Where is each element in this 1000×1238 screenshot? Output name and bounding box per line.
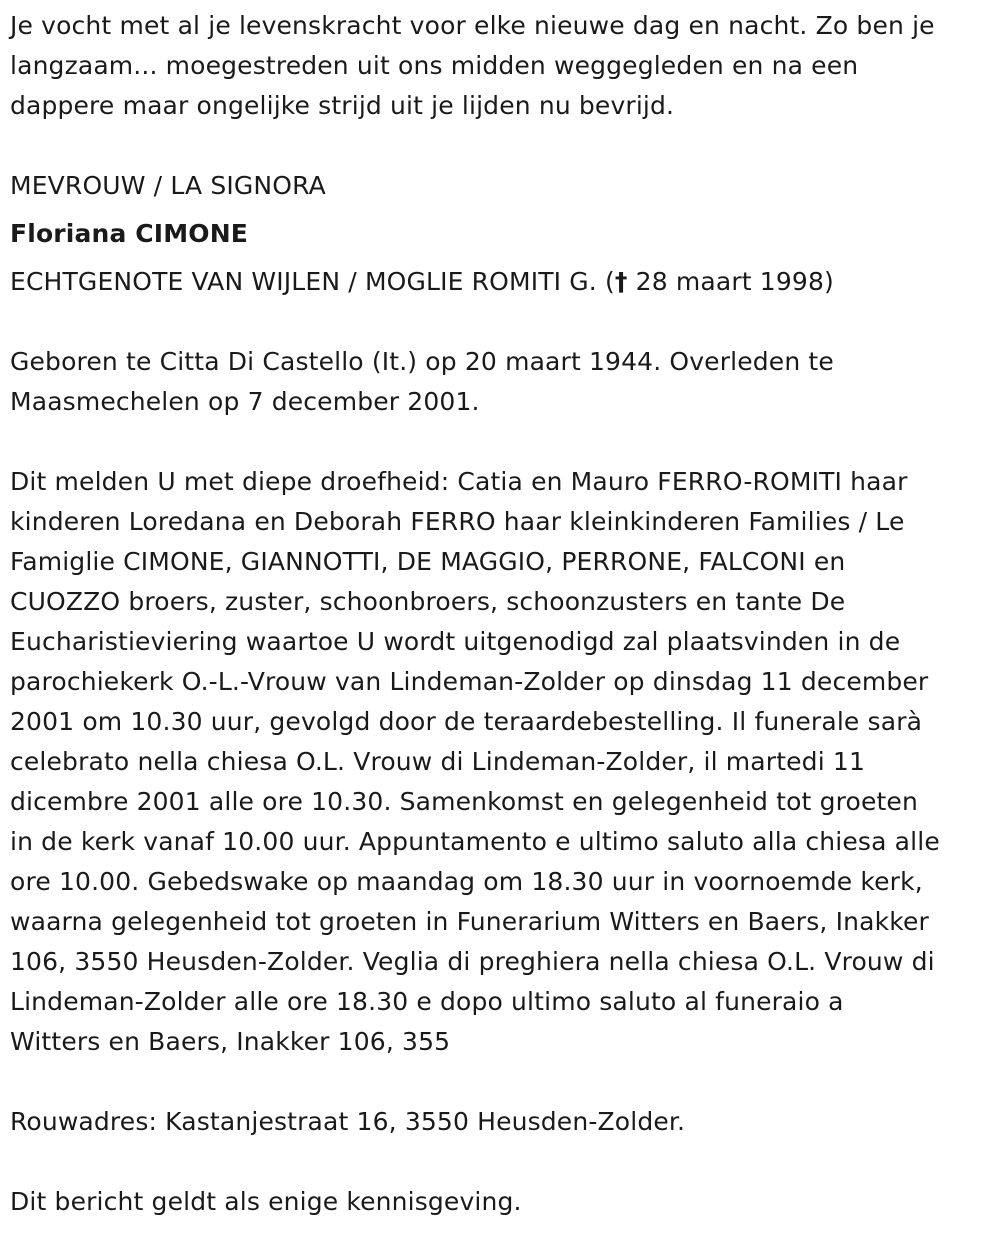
closing-note: Dit bericht geldt als enige kennisgeving.: [10, 1187, 522, 1216]
spouse-prefix: ECHTGENOTE VAN WIJLEN / MOGLIE ROMITI G. (: [10, 267, 615, 296]
spouse-suffix: 28 maart 1998): [627, 267, 834, 296]
spacer: [10, 422, 990, 462]
cross-icon: †: [614, 267, 628, 296]
deceased-name: Floriana CIMONE: [10, 219, 248, 248]
mourning-address: Rouwadres: Kastanjestraat 16, 3550 Heusden-Zolder.: [10, 1107, 686, 1136]
opening-verse: Je vocht met al je levenskracht voor elke nieuwe dag en nacht. Zo ben je langzaam... moegestreden uit ons midden weggegleden en na een dappere maar ongelijke strijd uit je lijden nu bevrijd.: [10, 11, 935, 120]
spacer: [10, 254, 990, 262]
announcement-text: Dit melden U met diepe droefheid: Catia en Mauro FERRO-ROMITI haar kinderen Loredana en Deborah FERRO haar kleinkinderen Families / Le Famiglie CIMONE, GIANNOTTI, DE MAGGIO, PERRONE, FALCONI en CUOZZO broers, zuster, schoonbroers, schoonzusters en tante De Eucharistieviering waartoe U wordt uitgenodigd zal plaatsvinden in de parochiekerk O.-L.-Vrouw van Lindeman-Zolder op dinsdag 11 december 2001 om 10.30 uur, gevolgd door de teraardebestelling. Il funerale sarà celebrato nella chiesa O.L. Vrouw di Lindeman-Zolder, il martedi 11 dicembre 2001 alle ore 10.30. Samenkomst en gelegenheid tot groeten in de kerk vanaf 10.00 uur. Appuntamento e ultimo saluto alla chiesa alle ore 10.00. Gebedswake op maandag om 18.30 uur in voornoemde kerk, waarna gelegenheid tot groeten in Funerarium Witters en Baers, Inakker 106, 3550 Heusden-Zolder. Veglia di preghiera nella chiesa O.L. Vrouw di Lindeman-Zolder alle ore 18.30 e dopo ultimo saluto al funeraio a Witters en Baers, Inakker 106, 355: [10, 467, 940, 1056]
spouse-line: [10, 262, 990, 302]
birth-death-info: Geboren te Citta Di Castello (It.) op 20 maart 1944. Overleden te Maasmechelen op 7 december 2001.: [10, 347, 834, 416]
deceased-title: MEVROUW / LA SIGNORA: [10, 171, 326, 200]
spacer: [10, 302, 990, 342]
spacer: [10, 206, 990, 214]
spacer: [10, 1142, 990, 1182]
spacer: [10, 126, 990, 166]
spacer: [10, 1062, 990, 1102]
